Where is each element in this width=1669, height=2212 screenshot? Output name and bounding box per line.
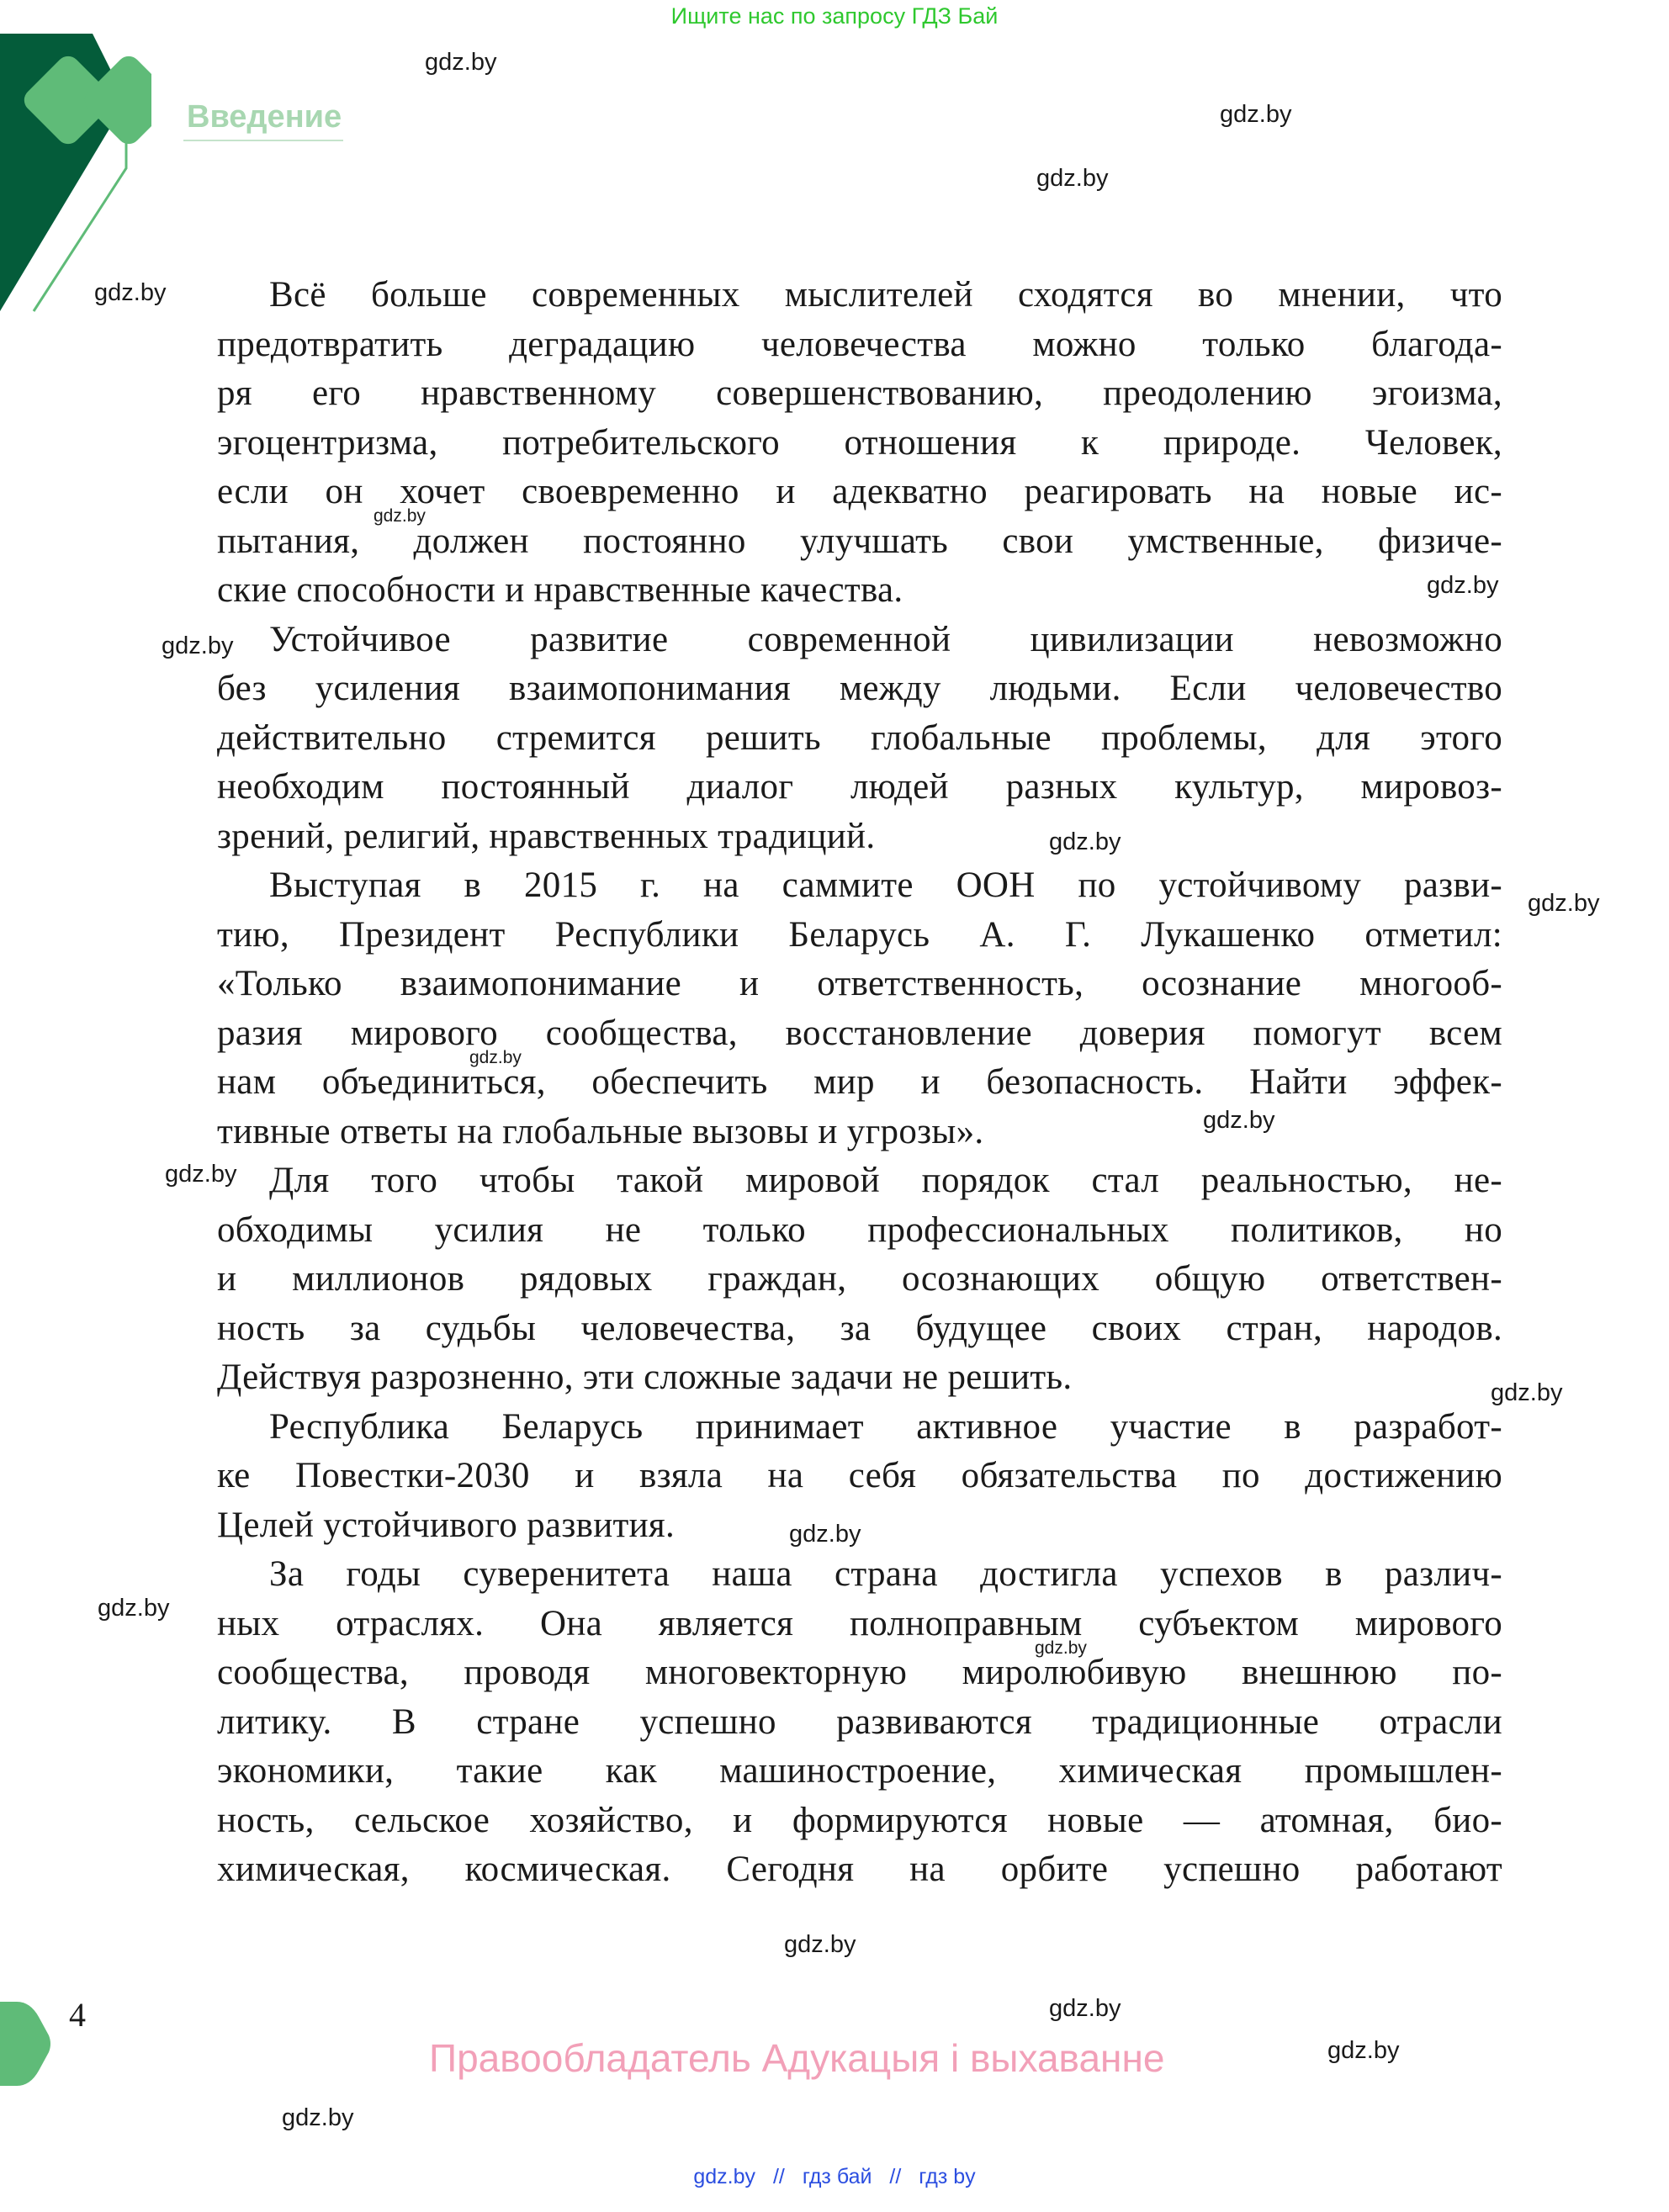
watermark: gdz.by — [1203, 1107, 1275, 1134]
text-line: предотвратить деградацию человечества можно только благода- — [217, 324, 1502, 364]
text-line: ных отраслях. Она является полноправным субъектом мирового — [217, 1603, 1502, 1643]
watermark: gdz.by — [374, 506, 426, 526]
watermark: gdz.by — [784, 1931, 856, 1958]
watermark: gdz.by — [98, 1595, 170, 1622]
text-line: разия мирового сообщества, восстановление доверия помогут всем — [217, 1013, 1502, 1053]
text-line: ке Повестки-2030 и взяла на себя обязательства по достижению — [217, 1456, 1502, 1495]
text-line: Выступая в 2015 г. на саммите ООН по устойчивому разви- — [269, 865, 1502, 905]
text-line: пытания, должен постоянно улучшать свои умственные, физиче- — [217, 521, 1502, 561]
text-line: сообщества, проводя многовекторную миролюбивую внешнюю по- — [217, 1653, 1502, 1692]
text-line: нам объединиться, обеспечить мир и безопасность. Найти эффек- — [217, 1062, 1502, 1102]
page-tab — [0, 2002, 50, 2086]
text-line: ность, сельское хозяйство, и формируются новые — атомная, био- — [217, 1800, 1502, 1840]
watermark: gdz.by — [165, 1161, 237, 1188]
watermark: gdz.by — [1036, 165, 1109, 192]
watermark: gdz.by — [282, 2104, 354, 2131]
footer-link[interactable]: гдз бай — [802, 2165, 872, 2188]
text-line: литику. В стране успешно развиваются традиционные отрасли — [217, 1701, 1502, 1742]
footer-link[interactable]: гдз by — [919, 2165, 976, 2188]
text-line: необходим постоянный диалог людей разных культур, мировоз- — [217, 767, 1502, 807]
text-line: Всё больше современных мыслителей сходятся во мнении, что — [269, 275, 1502, 315]
text-line: тивные ответы на глобальные вызовы и угрозы». — [217, 1111, 984, 1151]
watermark: gdz.by — [1220, 101, 1292, 128]
section-title-underline — [183, 140, 343, 141]
text-line: За годы суверенитета наша страна достигла успехов в различ- — [269, 1554, 1502, 1594]
watermark: gdz.by — [425, 49, 497, 76]
watermark: gdz.by — [1049, 1995, 1121, 2022]
text-line: ность за судьбы человечества, за будущее своих стран, народов. — [217, 1308, 1502, 1348]
section-title: Введение — [187, 99, 342, 135]
watermark: gdz.by — [1035, 1638, 1087, 1658]
watermark: gdz.by — [162, 632, 234, 659]
text-line: Целей устойчивого развития. — [217, 1505, 676, 1545]
text-line: ские способности и нравственные качества. — [217, 570, 903, 610]
watermark: gdz.by — [1491, 1379, 1563, 1406]
watermark: gdz.by — [1528, 890, 1600, 917]
text-line: Устойчивое развитие современной цивилизации невозможно — [269, 619, 1502, 659]
text-line: эгоцентризма, потребительского отношения к природе. Человек, — [217, 422, 1502, 463]
text-line: химическая, космическая. Сегодня на орбите успешно работают — [217, 1850, 1502, 1889]
page-number: 4 — [69, 1996, 86, 2034]
footer-links — [0, 2165, 1669, 2189]
text-line: ря его нравственному совершенствованию, преодолению эгоизма, — [217, 373, 1502, 413]
text-line: без усиления взаимопонимания между людьми. Если человечество — [217, 669, 1502, 708]
text-line: экономики, такие как машиностроение, химическая промышлен- — [217, 1751, 1502, 1791]
text-line: если он хочет своевременно и адекватно реагировать на новые ис- — [217, 472, 1502, 511]
text-line: Республика Беларусь принимает активное участие в разработ- — [269, 1406, 1502, 1447]
footer-separator: // — [772, 2165, 785, 2188]
footer-link[interactable]: gdz.by — [693, 2165, 756, 2188]
footer-separator: // — [889, 2165, 902, 2188]
watermark: gdz.by — [1327, 2037, 1400, 2064]
corner-decoration — [0, 34, 151, 320]
text-line: тию, Президент Республики Беларусь А. Г. Лукашенко отметил: — [217, 914, 1502, 955]
text-line: обходимы усилия не только профессиональных политиков, но — [217, 1209, 1502, 1250]
watermark: gdz.by — [1049, 828, 1121, 855]
text-line: «Только взаимопонимание и ответственность, осознание многооб- — [217, 964, 1502, 1003]
watermark: gdz.by — [94, 279, 167, 306]
text-line: Для того чтобы такой мировой порядок стал реальностью, не- — [269, 1161, 1502, 1200]
text-line: и миллионов рядовых граждан, осознающих общую ответствен- — [217, 1259, 1502, 1299]
text-line: действительно стремится решить глобальные проблемы, для этого — [217, 717, 1502, 758]
text-line: зрений, религий, нравственных традиций. — [217, 816, 876, 856]
top-banner[interactable]: Ищите нас по запросу ГДЗ Бай — [670, 3, 999, 29]
watermark: gdz.by — [789, 1521, 861, 1548]
rights-notice: Правообладатель Адукацыя і выхаванне — [429, 2036, 1165, 2080]
watermark: gdz.by — [469, 1048, 522, 1067]
watermark: gdz.by — [1427, 572, 1499, 599]
text-line: Действуя разрозненно, эти сложные задачи не решить. — [217, 1357, 1073, 1397]
